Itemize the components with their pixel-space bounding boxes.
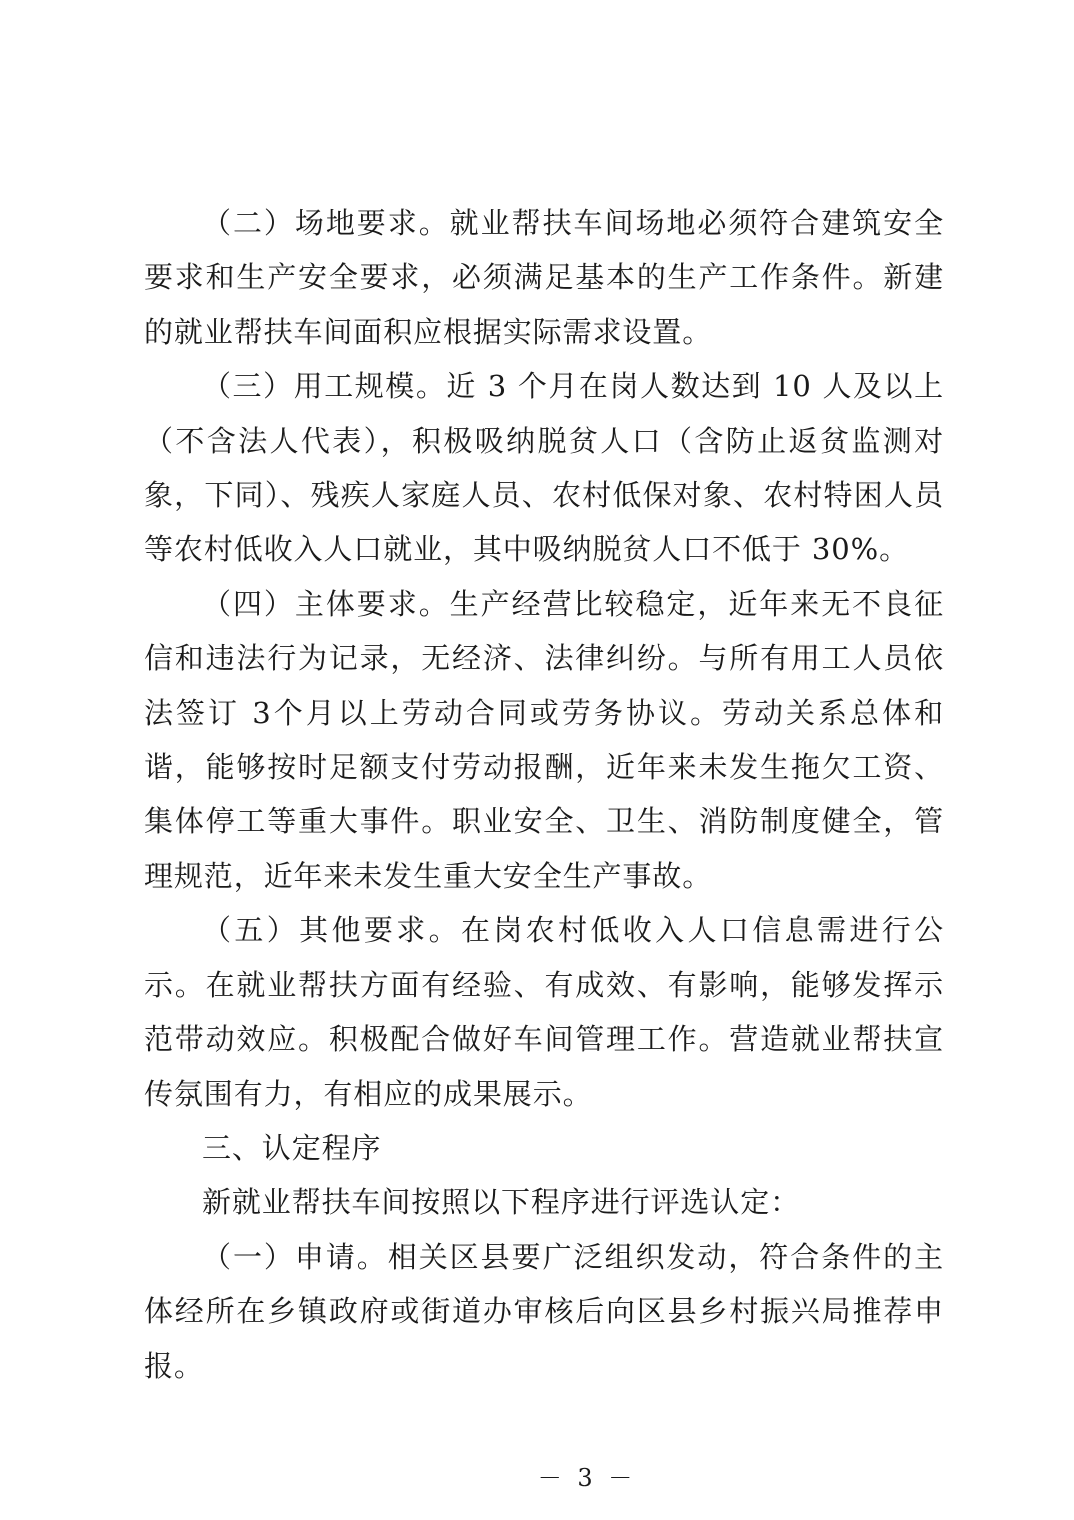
- paragraph-entity-requirements: （四）主体要求。生产经营比较稳定，近年来无不良征信和违法行为记录，无经济、法律纠纷。与所有用工人员依法签订 3个月以上劳动合同或劳务协议。劳动关系总体和谐，能够按时足额支付劳动报酬，近年来未发生拖欠工资、集体停工等重大事件。职业安全、卫生、消防制度健全，管理规范，近年来未发生重大安全生产事故。: [144, 586, 944, 893]
- document-body: [144, 196, 944, 1393]
- paragraph-other-requirements: （五）其他要求。在岗农村低收入人口信息需进行公示。在就业帮扶方面有经验、有成效、有影响，能够发挥示范带动效应。积极配合做好车间管理工作。营造就业帮扶宣传氛围有力，有相应的成果展示。: [144, 913, 944, 1111]
- paragraph-application: （一）申请。相关区县要广泛组织发动，符合条件的主体经所在乡镇政府或街道办审核后向区县乡村振兴局推荐申报。: [144, 1239, 944, 1383]
- section-heading-procedure: 三、认定程序: [202, 1130, 382, 1165]
- page-number: － 3 －: [537, 1464, 637, 1492]
- paragraph-procedure-intro: 新就业帮扶车间按照以下程序进行评选认定：: [202, 1185, 801, 1220]
- paragraph-employment-scale: （三）用工规模。近 3 个月在岗人数达到 10 人及以上（不含法人代表），积极吸纳脱贫人口（含防止返贫监测对象，下同）、残疾人家庭人员、农村低保对象、农村特困人员等农村低收入人口就业，其中吸纳脱贫人口不低于 30%。: [144, 369, 944, 567]
- paragraph-site-requirements: （二）场地要求。就业帮扶车间场地必须符合建筑安全要求和生产安全要求，必须满足基本的生产工作条件。新建的就业帮扶车间面积应根据实际需求设置。: [144, 206, 944, 349]
